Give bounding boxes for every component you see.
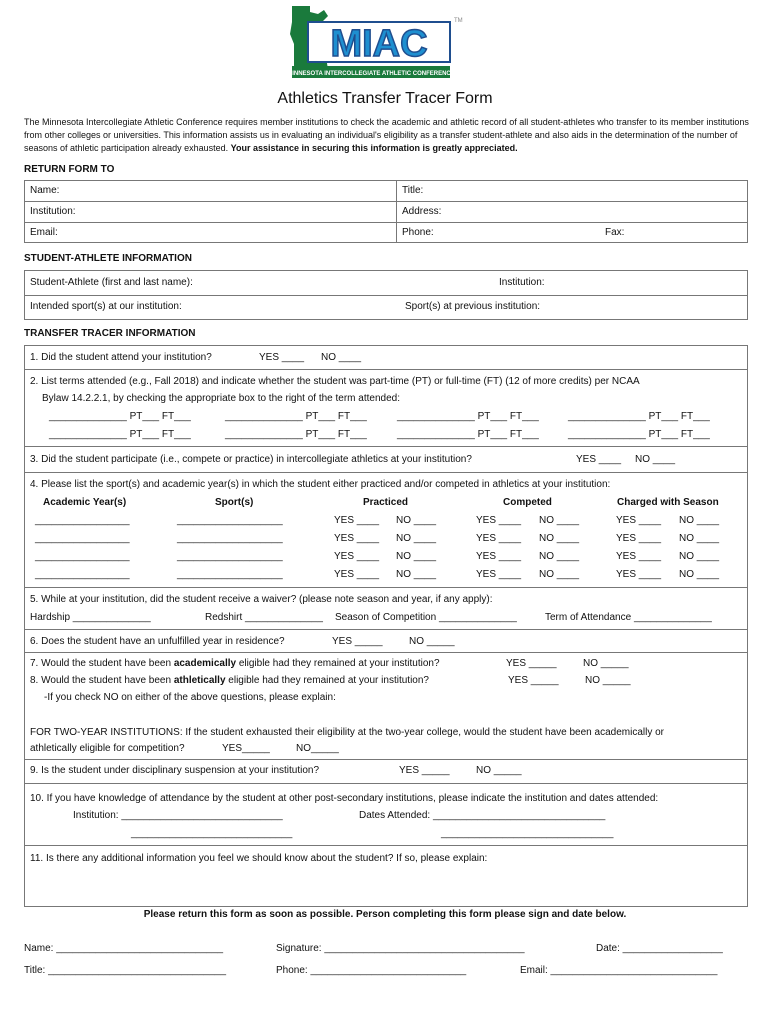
- q9-no[interactable]: NO _____: [476, 765, 522, 776]
- return-form-box: [24, 180, 748, 243]
- q9-yes[interactable]: YES _____: [399, 765, 450, 776]
- q11-label: 11. Is there any additional information you feel we should know about the student? If so, please explain:: [30, 853, 488, 864]
- q78-explain-note: -If you check NO on either of the above questions, please explain:: [44, 692, 336, 703]
- charged-no[interactable]: NO ____: [679, 515, 720, 526]
- term-row-1-col-2[interactable]: ______________ PT___ FT___: [225, 411, 367, 422]
- q9-label: 9. Is the student under disciplinary suspension at your institution?: [30, 765, 320, 776]
- q4-year-blank[interactable]: _________________: [35, 551, 130, 562]
- q1-yes[interactable]: YES ____: [259, 352, 305, 363]
- return-phone-field[interactable]: Phone:: [402, 227, 434, 238]
- form-title: Athletics Transfer Tracer Form: [277, 90, 493, 107]
- svg-text:MIAC: MIAC: [330, 23, 428, 65]
- two-year-label: FOR TWO-YEAR INSTITUTIONS: If the student exhausted their eligibility at the two-year college, would the student have been academically or: [30, 727, 664, 738]
- term-row-2-col-2[interactable]: ______________ PT___ FT___: [225, 429, 367, 440]
- signature-field[interactable]: Signature: ____________________________________: [276, 943, 525, 954]
- competed-yes[interactable]: YES ____: [476, 515, 522, 526]
- two-year-no[interactable]: NO_____: [296, 743, 339, 754]
- return-title-field[interactable]: Title:: [402, 185, 424, 196]
- practiced-no[interactable]: NO ____: [396, 551, 437, 562]
- q7-no[interactable]: NO _____: [583, 658, 629, 669]
- q4-sport-blank[interactable]: ___________________: [177, 533, 283, 544]
- q4-year-blank[interactable]: _________________: [35, 533, 130, 544]
- q1-label: 1. Did the student attend your institution?: [30, 352, 212, 363]
- term-row-2-col-3[interactable]: ______________ PT___ FT___: [397, 429, 539, 440]
- return-email-field[interactable]: Email:: [30, 227, 58, 238]
- q4-header-sport: Sport(s): [215, 497, 254, 508]
- term-row-1-col-4[interactable]: ______________ PT___ FT___: [568, 411, 710, 422]
- charged-no[interactable]: NO ____: [679, 569, 720, 580]
- student-info-box: [24, 270, 748, 320]
- intended-sport-field[interactable]: Intended sport(s) at our institution:: [30, 301, 182, 312]
- q7-label: 7. Would the student have been academically eligible had they remained at your institution?: [30, 658, 440, 669]
- q6-label: 6. Does the student have an unfulfilled year in residence?: [30, 636, 285, 647]
- term-row-2-col-4[interactable]: ______________ PT___ FT___: [568, 429, 710, 440]
- q2-label: 2. List terms attended (e.g., Fall 2018) and indicate whether the student was part-time (PT) or full-time (FT) (12 of more credits) per NCAA: [30, 376, 640, 387]
- q4-label: 4. Please list the sport(s) and academic year(s) in which the student either practiced and/or competed in athletics at your institution:: [30, 479, 611, 490]
- q8-no[interactable]: NO _____: [585, 675, 631, 686]
- charged-yes[interactable]: YES ____: [616, 551, 662, 562]
- practiced-no[interactable]: NO ____: [396, 569, 437, 580]
- competed-no[interactable]: NO ____: [539, 569, 580, 580]
- q5-redshirt[interactable]: Redshirt ______________: [205, 612, 323, 623]
- q4-sport-blank[interactable]: ___________________: [177, 569, 283, 580]
- practiced-no[interactable]: NO ____: [396, 533, 437, 544]
- competed-no[interactable]: NO ____: [539, 533, 580, 544]
- q4-sport-blank[interactable]: ___________________: [177, 515, 283, 526]
- q10-dates[interactable]: Dates Attended: _______________________________: [359, 810, 606, 821]
- q6-yes[interactable]: YES _____: [332, 636, 383, 647]
- q6-no[interactable]: NO _____: [409, 636, 455, 647]
- charged-yes[interactable]: YES ____: [616, 515, 662, 526]
- q3-label: 3. Did the student participate (i.e., compete or practice) in intercollegiate athletics at your institution?: [30, 454, 472, 465]
- competed-yes[interactable]: YES ____: [476, 569, 522, 580]
- q1-no[interactable]: NO ____: [321, 352, 362, 363]
- two-year-label-cont: athletically eligible for competition?: [30, 743, 185, 754]
- q4-header-practiced: Practiced: [363, 497, 409, 508]
- athlete-name-field[interactable]: Student-Athlete (first and last name):: [30, 277, 193, 288]
- return-heading: RETURN FORM TO: [24, 164, 115, 175]
- q4-header-year: Academic Year(s): [43, 497, 127, 508]
- previous-sport-field[interactable]: Sport(s) at previous institution:: [405, 301, 541, 312]
- return-name-field[interactable]: Name:: [30, 185, 60, 196]
- athlete-institution-field[interactable]: Institution:: [499, 277, 545, 288]
- competed-yes[interactable]: YES ____: [476, 551, 522, 562]
- q5-season[interactable]: Season of Competition ______________: [335, 612, 517, 623]
- signer-name-field[interactable]: Name: ______________________________: [24, 943, 224, 954]
- charged-yes[interactable]: YES ____: [616, 569, 662, 580]
- term-row-1-col-3[interactable]: ______________ PT___ FT___: [397, 411, 539, 422]
- q2-label-cont: Bylaw 14.2.2.1, by checking the appropriate box to the right of the term attended:: [42, 393, 400, 404]
- charged-no[interactable]: NO ____: [679, 533, 720, 544]
- q10-label: 10. If you have knowledge of attendance by the student at other post-secondary institutions, please indicate the institution and dates attended:: [30, 793, 659, 804]
- q5-label: 5. While at your institution, did the student receive a waiver? (please note season and year, if any apply):: [30, 594, 493, 605]
- q3-yes[interactable]: YES ____: [576, 454, 622, 465]
- charged-no[interactable]: NO ____: [679, 551, 720, 562]
- intro-paragraph: [24, 116, 750, 155]
- return-institution-field[interactable]: Institution:: [30, 206, 76, 217]
- q4-year-blank[interactable]: _________________: [35, 569, 130, 580]
- practiced-no[interactable]: NO ____: [396, 515, 437, 526]
- charged-yes[interactable]: YES ____: [616, 533, 662, 544]
- return-address-field[interactable]: Address:: [402, 206, 442, 217]
- practiced-yes[interactable]: YES ____: [334, 569, 380, 580]
- competed-no[interactable]: NO ____: [539, 515, 580, 526]
- q3-no[interactable]: NO ____: [635, 454, 676, 465]
- q5-term[interactable]: Term of Attendance ______________: [545, 612, 712, 623]
- practiced-yes[interactable]: YES ____: [334, 515, 380, 526]
- tracer-heading: TRANSFER TRACER INFORMATION: [24, 328, 196, 339]
- competed-yes[interactable]: YES ____: [476, 533, 522, 544]
- term-row-1-col-1[interactable]: ______________ PT___ FT___: [49, 411, 191, 422]
- competed-no[interactable]: NO ____: [539, 551, 580, 562]
- term-row-2-col-1[interactable]: ______________ PT___ FT___: [49, 429, 191, 440]
- q8-yes[interactable]: YES _____: [508, 675, 559, 686]
- q7-yes[interactable]: YES _____: [506, 658, 557, 669]
- return-instruction: Please return this form as soon as possible. Person completing this form please sign and date below.: [143, 909, 627, 920]
- q10-institution-2[interactable]: _____________________________: [131, 828, 293, 839]
- q4-year-blank[interactable]: _________________: [35, 515, 130, 526]
- practiced-yes[interactable]: YES ____: [334, 551, 380, 562]
- q4-header-competed: Competed: [503, 497, 552, 508]
- practiced-yes[interactable]: YES ____: [334, 533, 380, 544]
- return-fax-field[interactable]: Fax:: [605, 227, 625, 238]
- q4-sport-blank[interactable]: ___________________: [177, 551, 283, 562]
- logo-tm: TM: [454, 18, 463, 24]
- miac-logo: [288, 4, 464, 84]
- q10-dates-2[interactable]: _______________________________: [441, 828, 614, 839]
- q8-label: 8. Would the student have been athletically eligible had they remained at your institution?: [30, 675, 429, 686]
- signer-email-field[interactable]: Email: ______________________________: [520, 965, 718, 976]
- q10-institution[interactable]: Institution: _____________________________: [73, 810, 283, 821]
- signer-title-field[interactable]: Title: ________________________________: [24, 965, 227, 976]
- signer-phone-field[interactable]: Phone: ____________________________: [276, 965, 467, 976]
- q4-header-charged: Charged with Season: [617, 497, 719, 508]
- q5-hardship[interactable]: Hardship ______________: [30, 612, 151, 623]
- svg-text:MINNESOTA INTERCOLLEGIATE ATHL: MINNESOTA INTERCOLLEGIATE ATHLETIC CONFERENCE: [288, 71, 455, 77]
- date-field[interactable]: Date: __________________: [596, 943, 723, 954]
- intro-bold: Your assistance in securing this information is greatly appreciated.: [230, 143, 518, 153]
- student-heading: STUDENT-ATHLETE INFORMATION: [24, 253, 192, 264]
- two-year-yes[interactable]: YES_____: [222, 743, 270, 754]
- tracer-box: [24, 345, 748, 907]
- intro-text: The Minnesota Intercollegiate Athletic Conference requires member institutions to check the academic and athletic record of all student-athletes who transfer to its member institutions from other colleges or universities. This information assists us in evaluating an individual's eligibility as a transfer student-athlete and also aids in the determination of the number of seasons of athletic participation already exhausted.: [24, 117, 749, 153]
